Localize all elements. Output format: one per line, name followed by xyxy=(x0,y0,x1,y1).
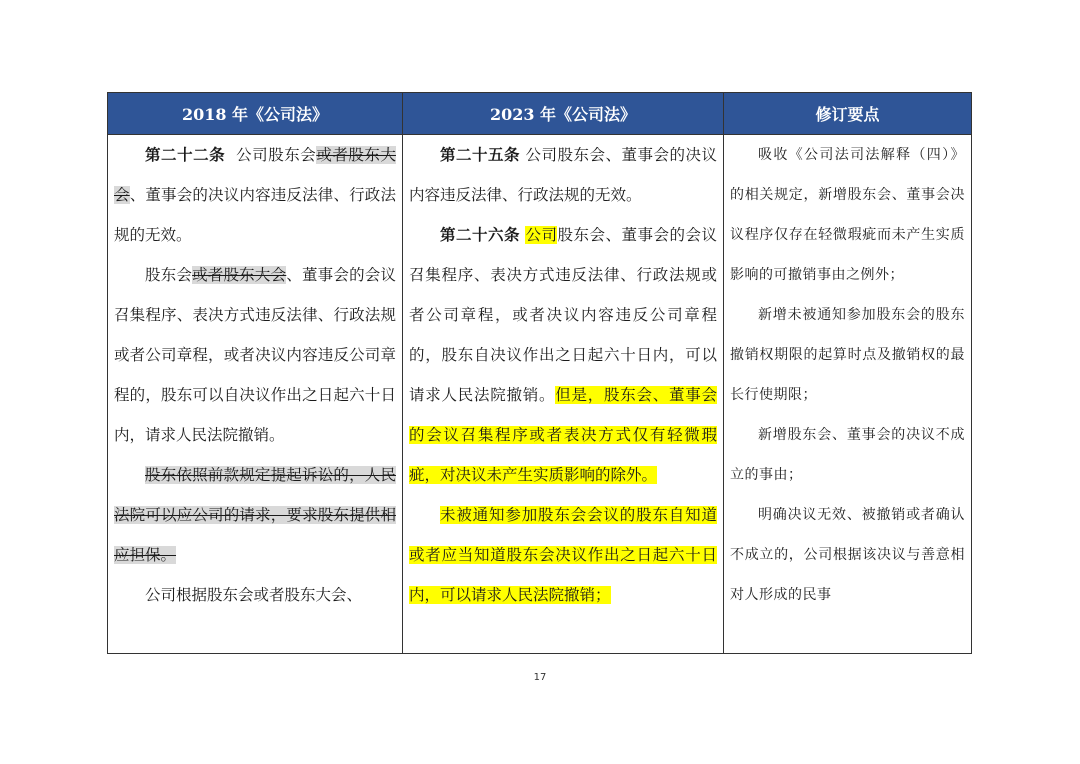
page-number: 17 xyxy=(533,672,547,683)
article-22-p4: 公司根据股东会或者股东大会、 xyxy=(145,586,363,604)
column-revision-points xyxy=(724,134,971,653)
header-2018: 2018 年《公司法》 xyxy=(108,93,402,134)
article-25: 第二十五条 公司股东会、董事会的决议内容违反法律、行政法规的无效。 xyxy=(409,145,717,204)
article-22-p2: 股东会或者股东大会、董事会的会议召集程序、表决方式违反法律、行政法规或者公司章程，或者决议内容违反公司章程的，股东可以自决议作出之日起六十日内，请求人民法院撤销。 xyxy=(114,266,396,444)
article-22-p3-deleted: 股东依照前款规定提起诉讼的，人民法院可以应公司的请求，要求股东提供相应担保。 xyxy=(114,466,396,564)
revision-point-4: 明确决议无效、被撤销或者确认不成立的，公司根据该决议与善意相对人形成的民事 xyxy=(730,507,965,603)
revision-point-1: 吸收《公司法司法解释（四）》的相关规定，新增股东会、董事会决议程序仅存在轻微瑕疵而未产生实质影响的可撤销事由之例外； xyxy=(730,147,965,283)
header-2023: 2023 年《公司法》 xyxy=(403,93,723,134)
article-26-p2: 未被通知参加股东会会议的股东自知道或者应当知道股东会决议作出之日起六十日内，可以请求人民法院撤销； xyxy=(409,506,717,604)
header-revision-points: 修订要点 xyxy=(724,93,971,134)
column-2023 xyxy=(403,134,723,653)
column-2018 xyxy=(108,134,402,653)
article-26-p1: 第二十六条 公司股东会、董事会的会议召集程序、表决方式违反法律、行政法规或者公司章程，或者决议内容违反公司章程的，股东自决议作出之日起六十日内，可以请求人民法院撤销。但是，股东会、董事会的会议召集程序或者表决方式仅有轻微瑕疵，对决议未产生实质影响的除外。 xyxy=(409,225,717,484)
comparison-table xyxy=(107,92,972,654)
revision-point-2: 新增未被通知参加股东会的股东撤销权期限的起算时点及撤销权的最长行使期限； xyxy=(730,307,965,403)
revision-point-3: 新增股东会、董事会的决议不成立的事由； xyxy=(730,427,965,483)
article-22-p1: 第二十二条 公司股东会或者股东大会、董事会的决议内容违反法律、行政法规的无效。 xyxy=(114,145,396,244)
